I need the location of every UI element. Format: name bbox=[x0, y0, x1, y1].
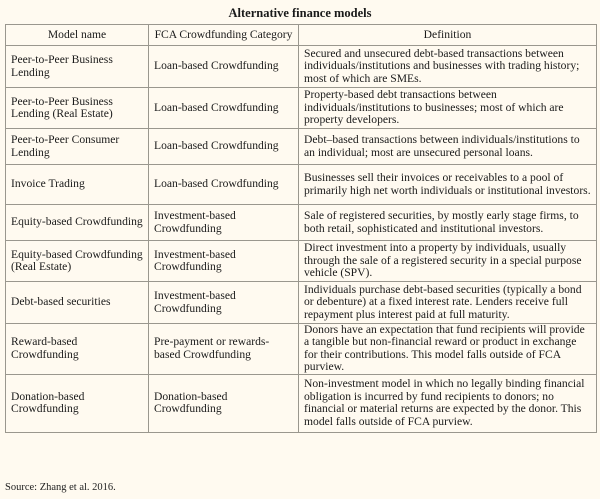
category-cell: Loan-based Crowdfunding bbox=[149, 46, 299, 88]
category-cell: Loan-based Crowdfunding bbox=[149, 165, 299, 205]
definition-cell: Donors have an expectation that fund recipients will provide a tangible but non-financial reward or product in exchange for their contributions. This model falls outside of FCA purview. bbox=[299, 324, 597, 375]
model-name-cell: Peer-to-Peer Business Lending bbox=[6, 46, 149, 88]
category-cell: Pre-payment or rewards-based Crowdfunding bbox=[149, 324, 299, 375]
model-name-cell: Reward-based Crowdfunding bbox=[6, 324, 149, 375]
definition-cell: Non-investment model in which no legally binding financial obligation is incurred by fund recipients to donors; no financial or material returns are expected by the donor. This model falls outside of FCA purview. bbox=[299, 374, 597, 432]
category-cell: Investment-based Crowdfunding bbox=[149, 205, 299, 241]
column-header-definition: Definition bbox=[299, 25, 597, 46]
model-name-cell: Peer-to-Peer Business Lending (Real Estate) bbox=[6, 88, 149, 129]
table-row bbox=[6, 165, 597, 205]
table-row bbox=[6, 241, 597, 282]
definition-cell: Businesses sell their invoices or receivables to a pool of primarily high net worth individuals or institutional investors. bbox=[299, 165, 597, 205]
category-cell: Investment-based Crowdfunding bbox=[149, 241, 299, 282]
model-name-cell: Debt-based securities bbox=[6, 282, 149, 324]
definition-cell: Direct investment into a property by individuals, usually through the sale of a registered security in a special purpose vehicle (SPV). bbox=[299, 241, 597, 282]
table-row bbox=[6, 88, 597, 129]
source-note: Source: Zhang et al. 2016. bbox=[5, 482, 116, 493]
category-cell: Loan-based Crowdfunding bbox=[149, 88, 299, 129]
table-row bbox=[6, 129, 597, 165]
table-header-row bbox=[6, 25, 597, 46]
column-header-model-name: Model name bbox=[6, 25, 149, 46]
definition-cell: Debt–based transactions between individuals/institutions to an individual; most are unsecured personal loans. bbox=[299, 129, 597, 165]
category-cell: Loan-based Crowdfunding bbox=[149, 129, 299, 165]
definition-cell: Sale of registered securities, by mostly early stage firms, to both retail, sophisticated and institutional investors. bbox=[299, 205, 597, 241]
category-cell: Donation-based Crowdfunding bbox=[149, 374, 299, 432]
table-row bbox=[6, 205, 597, 241]
table-title: Alternative finance models bbox=[228, 6, 372, 20]
table-row bbox=[6, 46, 597, 88]
table-row bbox=[6, 374, 597, 432]
definition-cell: Property-based debt transactions between individuals/institutions to businesses; most of which are property developers. bbox=[299, 88, 597, 129]
table-row bbox=[6, 282, 597, 324]
model-name-cell: Peer-to-Peer Consumer Lending bbox=[6, 129, 149, 165]
model-name-cell: Donation-based Crowdfunding bbox=[6, 374, 149, 432]
model-name-cell: Equity-based Crowdfunding (Real Estate) bbox=[6, 241, 149, 282]
model-name-cell: Equity-based Crowdfunding bbox=[6, 205, 149, 241]
table-row bbox=[6, 324, 597, 375]
definition-cell: Individuals purchase debt-based securities (typically a bond or debenture) at a fixed interest rate. Lenders receive full repayment plus interest paid at full maturity. bbox=[299, 282, 597, 324]
definition-cell: Secured and unsecured debt-based transactions between individuals/institutions and businesses with trading history; most of which are SMEs. bbox=[299, 46, 597, 88]
alternative-finance-models-table bbox=[5, 24, 597, 433]
model-name-cell: Invoice Trading bbox=[6, 165, 149, 205]
column-header-fca-category: FCA Crowdfunding Category bbox=[149, 25, 299, 46]
category-cell: Investment-based Crowdfunding bbox=[149, 282, 299, 324]
